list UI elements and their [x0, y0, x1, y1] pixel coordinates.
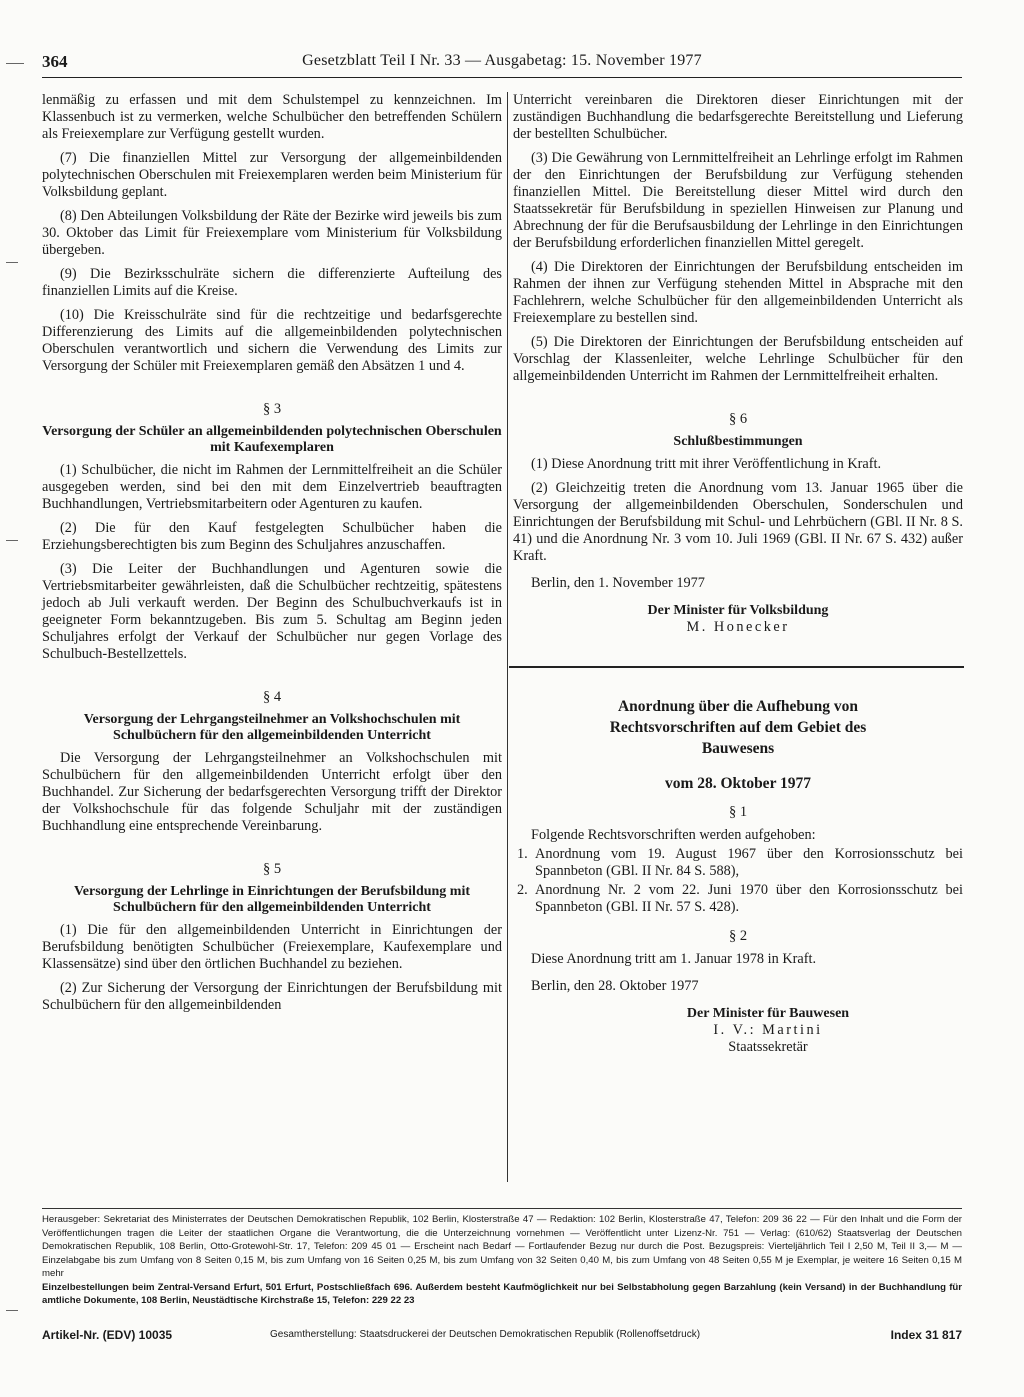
paragraph: (3) Die Gewährung von Lernmittelfreiheit an Lehrlinge erfolgt im Rahmen der den Einrichtungen der Berufsbildung zur Verfügung stehenden finanziellen Mittel. Die Bereitstellung dieser Mittel wird durch den Staatssekretär für Berufsbildung in speziellen Hinweisen zur Planung und Abrechnung der für die Berufsausbildung der Lehrlinge in den Einrichtungen der Berufsbildung erforderlichen finanziellen Mittel geregelt. — [513, 150, 963, 251]
imprint-footer — [42, 1213, 962, 1308]
index-number: Index 31 817 — [890, 1328, 962, 1342]
margin-mark — [6, 63, 24, 64]
paragraph: (7) Die finanziellen Mittel zur Versorgung der allgemeinbildenden polytechnischen Oberschulen mit Freiexemplaren werden beim Ministerium für Volksbildung geplant. — [42, 150, 502, 200]
header-rule — [42, 77, 962, 78]
signatory-role: Staatssekretär — [728, 1039, 808, 1055]
list-item — [513, 846, 963, 880]
signing-date: Berlin, den 28. Oktober 1977 — [531, 978, 699, 994]
paragraph: Unterricht vereinbaren die Direktoren dieser Einrichtungen mit der zuständigen Buchhandlung die bedarfsgerechte Bereitstellung und Lieferung der bestellten Schulbücher. — [513, 92, 963, 142]
paragraph: (5) Die Direktoren der Einrichtungen der Berufsbildung entscheiden auf Vorschlag der Klassenleiter, welche Lehrlinge Schulbücher für den allgemeinbildenden Unterricht im Rahmen der Lernmittelfreiheit erhalten. — [513, 334, 963, 384]
margin-mark — [6, 540, 18, 541]
column-divider — [507, 92, 508, 1182]
section-symbol: § 2 — [728, 928, 748, 944]
footer-bottom-line — [42, 1328, 962, 1344]
list-number: 1. — [517, 846, 528, 862]
paragraph: (1) Diese Anordnung tritt mit ihrer Veröffentlichung in Kraft. — [531, 456, 882, 472]
printer-info: Gesamtherstellung: Staatsdruckerei der Deutschen Demokratischen Republik (Rollenoffsetdruck) — [270, 1329, 701, 1340]
section-5-heading — [42, 861, 502, 916]
signing-date: Berlin, den 1. November 1977 — [531, 575, 705, 591]
ordinance-title: Anordnung über die Aufhebung von Rechtsvorschriften auf dem Gebiet des Bauwesens — [609, 698, 867, 757]
right-column — [513, 92, 963, 1056]
list-item — [513, 882, 963, 916]
paragraph: Folgende Rechtsvorschriften werden aufgehoben: — [531, 827, 816, 843]
signature-block — [513, 1005, 963, 1056]
paragraph: Die Versorgung der Lehrgangsteilnehmer an Volkshochschulen mit Schulbüchern für den allgemeinbildenden Unterricht erfolgt über den Buchhandel. Zur Sicherung der bedarfsgerechten Versorgung trifft der Direktor der Volkshochschule für das folgende Schuljahr mit der zuständigen Buchhandlung eine entsprechende Vereinbarung. — [42, 750, 502, 834]
section-symbol: § 1 — [728, 804, 748, 820]
section-symbol: § 3 — [262, 401, 282, 417]
section-symbol: § 4 — [262, 689, 282, 705]
signatory-title: Der Minister für Bauwesen — [686, 1006, 850, 1021]
margin-mark — [6, 1310, 18, 1311]
article-number: Artikel-Nr. (EDV) 10035 — [42, 1328, 173, 1342]
section-divider — [509, 666, 964, 668]
paragraph: (3) Die Leiter der Buchhandlungen und Agenturen sowie die Vertriebsmitarbeiter gewährleisten, daß die Schulbücher rechtzeitig, spätestens jedoch ab Juli verkauft werden. Der Beginn des Schulbuchverkaufs ist in geeigneter Form bekanntzugeben. Bis zum 5. Schultag am Beginn jeden Schuljahres erfolgt der Verkauf der Schulbücher nur gegen Vorlage des Schulbuch-Bestellzettels. — [42, 561, 502, 662]
page-number: 364 — [42, 52, 68, 71]
section-6-heading — [513, 411, 963, 450]
paragraph: lenmäßig zu erfassen und mit dem Schulstempel zu kennzeichnen. Im Klassenbuch ist zu vermerken, welche Schulbücher den betreffenden Schülern als Freiexemplare zur Verfügung gestellt wurden. — [42, 92, 502, 142]
section-symbol: § 5 — [262, 861, 282, 877]
section-symbol: § 6 — [728, 411, 748, 427]
order-info: Einzelbestellungen beim Zentral-Versand Erfurt, 501 Erfurt, Postschließfach 696. Außerdem besteht Kaufmöglichkeit nur bei Selbstabholung gegen Barzahlung (kein Versand) in der Buchhandlung für amtliche Dokumente, 108 Berlin, Neustädtische Kirchstraße 15, Telefon: 229 22 23 — [42, 1281, 962, 1306]
section-4-heading — [42, 689, 502, 744]
section-3-heading — [42, 401, 502, 456]
signatory-name: I. V.: Martini — [713, 1022, 823, 1038]
ordinance-heading — [513, 696, 963, 794]
repealed-list — [513, 846, 963, 916]
ordinance-date: vom 28. Oktober 1977 — [664, 775, 812, 792]
margin-mark — [6, 262, 18, 263]
paragraph: (1) Die für den allgemeinbildenden Unterricht in Einrichtungen der Berufsbildung benötigten Schulbücher (Freiexemplare, Kaufexemplare und Klassensätze) sind über den örtlichen Buchhandel zu beziehen. — [42, 922, 502, 972]
paragraph: (4) Die Direktoren der Einrichtungen der Berufsbildung entscheiden im Rahmen der ihnen zur Verfügung stehenden Mittel in Absprache mit den Fachlehrern, welche Schulbücher für den allgemeinbildenden Unterricht als Freiexemplare zu bestellen sind. — [513, 259, 963, 326]
paragraph: (2) Die für den Kauf festgelegten Schulbücher haben die Erziehungsberechtigten bis zum Beginn des Schuljahres anzuschaffen. — [42, 520, 502, 553]
section-title: Versorgung der Lehrlinge in Einrichtungen der Berufsbildung mit Schulbüchern für den allgemeinbildenden Unterricht — [73, 884, 471, 915]
paragraph: (2) Zur Sicherung der Versorgung der Einrichtungen der Berufsbildung mit Schulbüchern für den allgemeinbildenden — [42, 980, 502, 1013]
ordinance-section-1-heading — [513, 804, 963, 821]
imprint-text: Herausgeber: Sekretariat des Ministerrates der Deutschen Demokratischen Republik, 102 Berlin, Klosterstraße 47 — Redaktion: 102 Berlin, Klosterstraße 47, Telefon: 209 36 22 — Für den Inhalt und die Form der Veröffentlichungen tragen die Leiter der staatlichen Organe die Verantwortung, die die Unterzeichnung vornehmen — Veröffentlicht unter Lizenz-Nr. 751 — Verlag: (610/62) Staatsverlag der Deutschen Demokratischen Republik, 108 Berlin, Otto-Grotewohl-Str. 17, Telefon: 209 45 01 — Erscheint nach Bedarf — Fortlaufender Bezug nur durch die Post. Bezugspreis: Vierteljährlich Teil I 2,50 M, Teil II 3,— M — Einzelabgabe bis zum Umfang von 8 Seiten 0,15 M, bis zum Umfang von 16 Seiten 0,25 M, bis zum Umfang von 32 Seiten 0,40 M, bis zum Umfang von 48 Seiten 0,55 M je Exemplar, je weitere 16 Seiten 0,15 M mehr — [42, 1214, 962, 1279]
signatory-name: M. Honecker — [686, 619, 790, 635]
page-header — [42, 52, 962, 76]
paragraph: (1) Schulbücher, die nicht im Rahmen der Lernmittelfreiheit an die Schüler ausgegeben werden, sind bei den mit dem Einzelvertrieb beauftragten Buchhandlungen, Vertriebsmitarbeitern oder Agenturen zu kaufen. — [42, 462, 502, 512]
left-column — [42, 92, 502, 1021]
gazette-title: Gesetzblatt Teil I Nr. 33 — Ausgabetag: 15. November 1977 — [302, 52, 702, 69]
paragraph: (9) Die Bezirksschulräte sichern die differenzierte Aufteilung des finanziellen Limits auf die Kreise. — [42, 266, 502, 299]
list-text: Anordnung Nr. 2 vom 22. Juni 1970 über den Korrosionsschutz bei Spannbeton (GBl. II Nr. 57 S. 428). — [535, 882, 963, 915]
section-title: Schlußbestimmungen — [673, 434, 803, 449]
paragraph: (2) Gleichzeitig treten die Anordnung vom 13. Januar 1965 über die Versorgung der allgemeinbildenden Oberschulen, Sonderschulen und Einrichtungen der Berufsbildung mit Schul- und Lehrbüchern (GBl. II Nr. 8 S. 41) und die Anordnung Nr. 3 vom 10. Juli 1969 (GBl. II Nr. 67 S. 432) außer Kraft. — [513, 480, 963, 564]
paragraph: (10) Die Kreisschulräte sind für die rechtzeitige und bedarfsgerechte Differenzierung des Limits auf die allgemeinbildenden polytechnischen Oberschulen verantwortlich und sichern die Verwendung des Limits zur Versorgung der Schüler mit Freiexemplaren gemäß den Absätzen 1 und 4. — [42, 307, 502, 374]
paragraph: Diese Anordnung tritt am 1. Januar 1978 in Kraft. — [531, 951, 817, 967]
section-title: Versorgung der Lehrgangsteilnehmer an Volkshochschulen mit Schulbüchern für den allgemeinbildenden Unterricht — [83, 712, 461, 743]
signatory-title: Der Minister für Volksbildung — [647, 603, 829, 618]
footer-rule — [42, 1208, 962, 1209]
section-title: Versorgung der Schüler an allgemeinbildenden polytechnischen Oberschulen mit Kaufexemplaren — [42, 424, 502, 455]
paragraph: (8) Den Abteilungen Volksbildung der Räte der Bezirke wird jeweils bis zum 30. Oktober das Limit für Freiexemplare vom Ministerium für Volksbildung übergeben. — [42, 208, 502, 258]
signature-block — [513, 602, 963, 636]
list-text: Anordnung vom 19. August 1967 über den Korrosionsschutz bei Spannbeton (GBl. II Nr. 84 S. 588), — [535, 846, 963, 879]
list-number: 2. — [517, 882, 528, 898]
ordinance-section-2-heading — [513, 928, 963, 945]
